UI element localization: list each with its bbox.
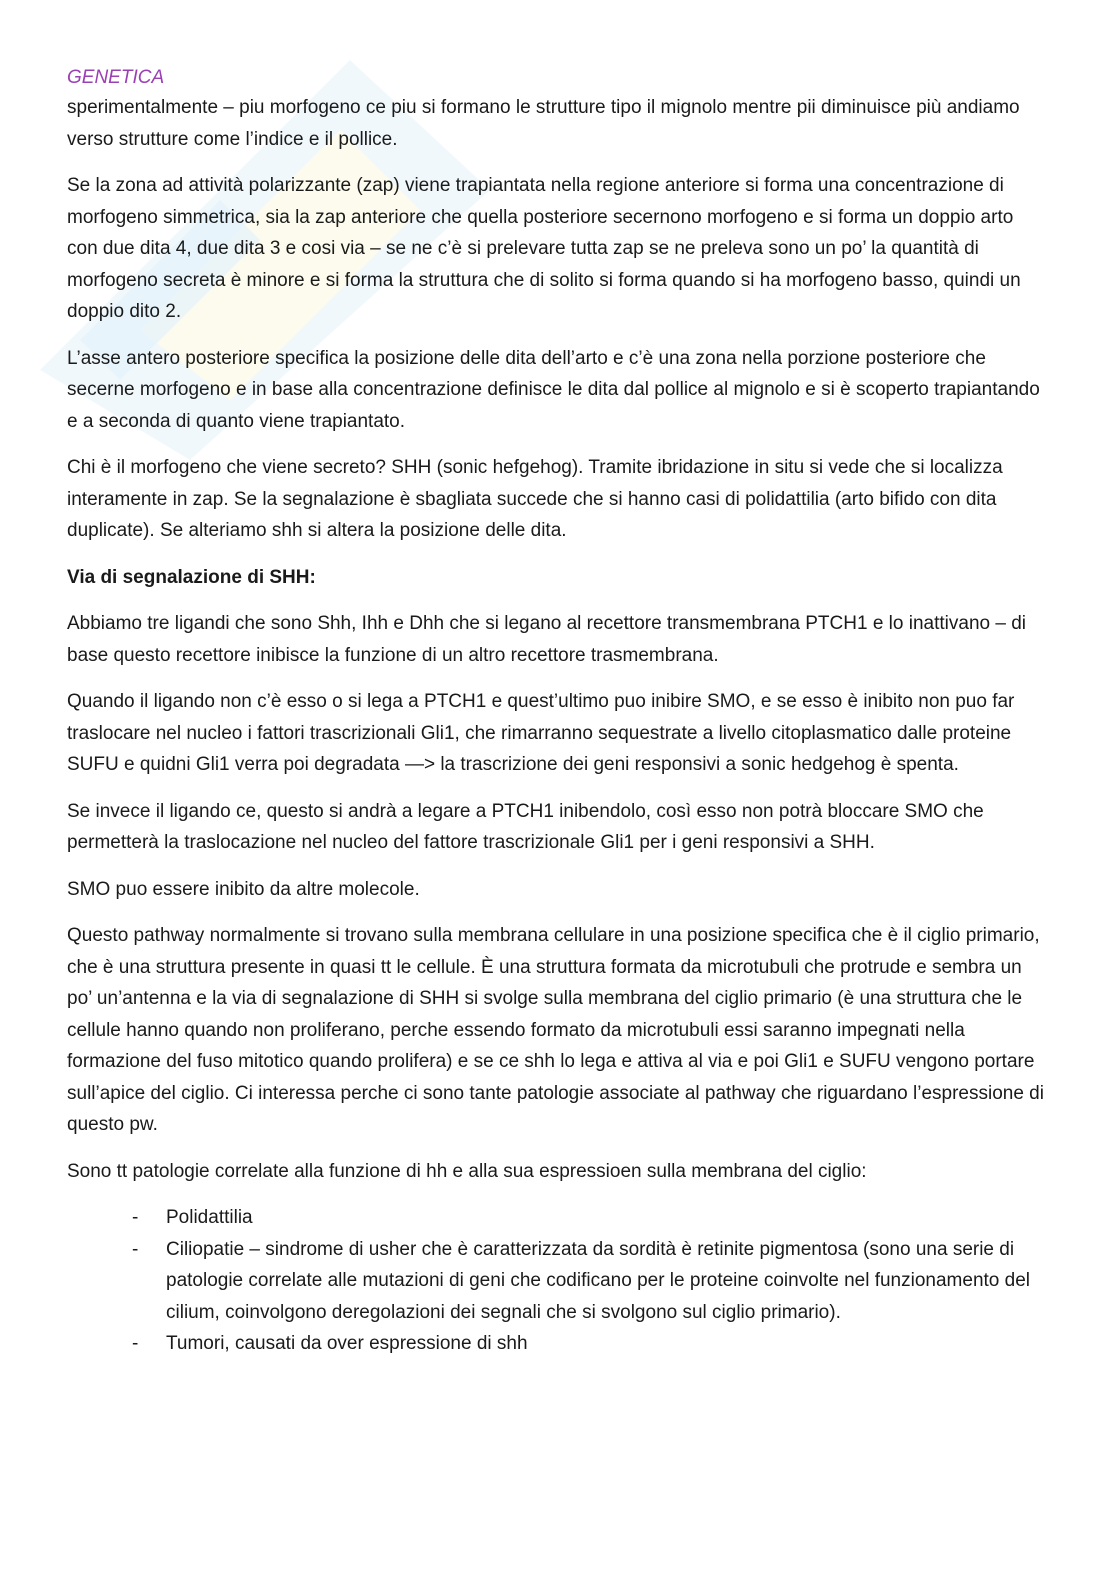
list-item [67, 1234, 1047, 1329]
dash-bullet: - [132, 1333, 139, 1354]
dash-bullet: - [132, 1238, 139, 1260]
section-heading: Via di segnalazione di SHH: [67, 566, 316, 588]
paragraph-5: Abbiamo tre ligandi che sono Shh, Ihh e Dhh che si legano al recettore transmembrana PTCH1 e lo inattivano – di base questo recettore inibisce la funzione di un altro recettore trasmembrana. [67, 613, 1026, 666]
list-item-text: Ciliopatie – sindrome di usher che è caratterizzata da sordità è retinite pigmentosa (sono una serie di patologie correlate alle mutazioni di geni che codificano per le proteine coinvolte nel funzionamento del cilium, coinvolgono deregolazioni dei segnali che si svolgono sul ciglio primario). [166, 1238, 1030, 1323]
paragraph-8: SMO puo essere inibito da altre molecole. [67, 878, 420, 900]
paragraph-3: L’asse antero posteriore specifica la posizione delle dita dell’arto e c’è una zona nella porzione posteriore che secerne morfogeno e in base alla concentrazione definisce le dita dal pollice al mignolo e si è scoperto trapiantando e a seconda di quanto viene trapiantato. [67, 347, 1040, 432]
paragraph-4: Chi è il morfogeno che viene secreto? SHH (sonic hefgehog). Tramite ibridazione in situ si vede che si localizza interamente in zap. Se la segnalazione è sbagliata succede che si hanno casi di polidattilia (arto bifido con dita duplicate). Se alteriamo shh si altera la posizione delle dita. [67, 457, 1003, 541]
list-item [67, 1202, 1047, 1234]
list-item-text: Tumori, causati da over espressione di shh [166, 1333, 528, 1354]
list-item-text: Polidattilia [166, 1207, 253, 1228]
paragraph-2: Se la zona ad attività polarizzante (zap) viene trapiantata nella regione anteriore si forma una concentrazione di morfogeno simmetrica, sia la zap anteriore che quella posteriore secernono morfogeno e si forma un doppio arto con due dita 4, due dita 3 e cosi via – se ne c’è si prelevare tutta zap se ne preleva sono un po’ la quantità di morfogeno secreta è minore e si forma la struttura che di solito si forma quando si ha morfogeno basso, quindi un doppio dito 2. [67, 175, 1021, 322]
document-page [67, 64, 1047, 1360]
dash-bullet: - [132, 1207, 139, 1228]
paragraph-1: sperimentalmente – piu morfogeno ce piu si formano le strutture tipo il mignolo mentre pii diminuisce più andiamo verso strutture come l’indice e il pollice. [67, 97, 1020, 150]
pathology-list [67, 1202, 1047, 1360]
list-item [67, 1328, 1047, 1360]
paragraph-7: Se invece il ligando ce, questo si andrà a legare a PTCH1 inibendolo, così esso non potrà bloccare SMO che permetterà la traslocazione nel nucleo del fattore trascrizionale Gli1 per i geni responsivi a SHH. [67, 800, 984, 853]
paragraph-6: Quando il ligando non c’è esso o si lega a PTCH1 e quest’ultimo puo inibire SMO, e se esso è inibito non puo far traslocare nel nucleo i fattori trascrizionali Gli1, che rimarranno sequestrate a livello citoplasmatico dalle proteine SUFU e quidni Gli1 verra poi degradata —> la trascrizione dei geni responsivi a sonic hedgehog è spenta. [67, 691, 1015, 775]
paragraph-10: Sono tt patologie correlate alla funzione di hh e alla sua espressioen sulla membrana del ciglio: [67, 1160, 867, 1182]
document-header: GENETICA [67, 67, 165, 88]
paragraph-9: Questo pathway normalmente si trovano sulla membrana cellulare in una posizione specifica che è il ciglio primario, che è una struttura presente in quasi tt le cellule. È una struttura formata da microtubuli che protrude e sembra un po’ un’antenna e la via di segnalazione di SHH si svolge sulla membrana del ciglio primario (è una struttura che le cellule hanno quando non proliferano, perche essendo formato da microtubuli essi saranno impegnati nella formazione del fuso mitotico quando prolifera) e se ce shh lo lega e attiva al via e poi Gli1 e SUFU vengono portare sull’apice del ciglio. Ci interessa perche ci sono tante patologie associate al pathway che riguardano l’espressione di questo pw. [67, 925, 1044, 1135]
